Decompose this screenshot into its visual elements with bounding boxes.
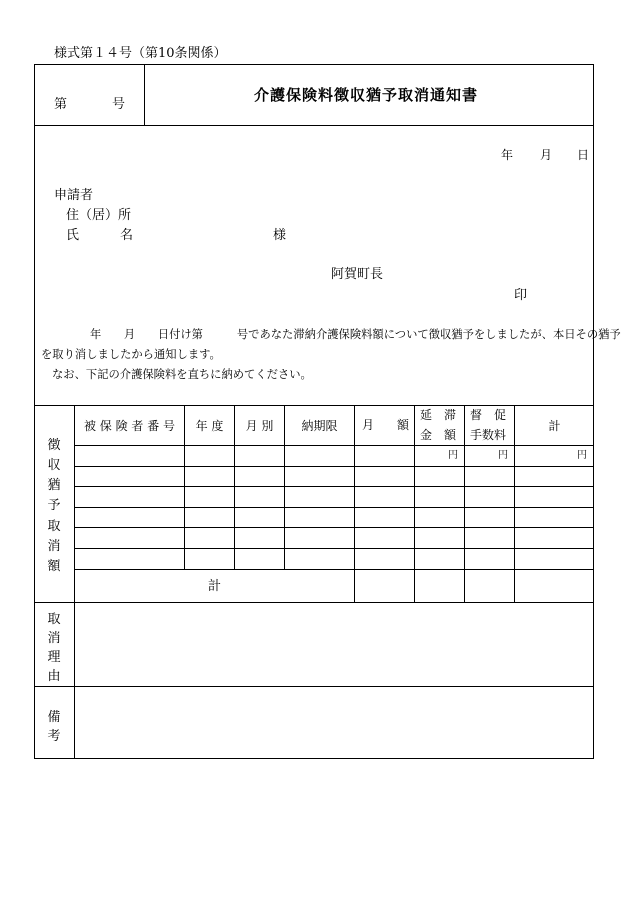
number-go: 号 [112,97,126,112]
col-divider [354,405,355,602]
header-bottom-rule [34,125,594,126]
header-insured-no: 被 保 険 者 番 号 [83,419,176,433]
section-char: 猶 [47,478,61,494]
section-char: 備 [47,710,61,725]
row-rule [74,486,594,487]
table-bottom-rule [34,602,594,603]
row-rule [74,527,594,528]
number-dai: 第 [54,97,68,112]
section-char: 収 [47,458,61,474]
document-title: 介護保険料徴収猶予取消通知書 [254,86,479,104]
yen-total: 円 [577,450,587,461]
header-total: 計 [548,419,561,433]
header-delay-1: 延 滞 [420,408,457,422]
date-year: 年 [501,148,514,162]
section-char: 理 [47,650,61,665]
applicant-label: 申請者 [54,188,94,203]
yen-delay: 円 [448,450,458,461]
row-rule [74,445,594,446]
section-label-remarks [34,706,74,742]
row-rule [74,569,594,570]
section-label-reason [34,608,74,683]
row-rule [74,507,594,508]
header-divider [144,64,145,125]
header-prompt-2: 手数料 [470,428,507,442]
section-char: 消 [47,631,61,646]
header-due-date: 納期限 [301,419,338,433]
header-monthly-2: 額 [397,418,410,432]
name-label-2: 名 [120,228,134,243]
header-monthly-1: 月 [362,418,375,432]
row-rule [74,466,594,467]
section-char: 取 [47,518,61,534]
date-month: 月 [540,148,553,162]
body-line-2: を取り消しましたから通知します。 [41,348,221,361]
row-rule [74,548,594,549]
yen-prompt: 円 [498,450,508,461]
form-number: 様式第１４号（第10条関係） [54,46,227,61]
header-fiscal-year: 年 度 [195,419,224,433]
section-label-amount [34,434,74,574]
header-delay-2: 金 額 [420,428,457,442]
section-char: 徴 [47,438,61,453]
label-column-divider [74,405,75,759]
total-row-label: 計 [208,579,222,594]
col-divider [464,405,465,602]
header-month: 月 別 [245,419,274,433]
section-char: 額 [47,558,61,574]
section-char: 考 [47,729,61,744]
seal-mark: 印 [514,288,528,303]
name-label-1: 氏 [66,228,80,243]
header-prompt-1: 督 促 [470,408,507,422]
address-label: 住（居）所 [66,208,132,223]
body-line-1: 年 月 日付け第 号であなた滞納介護保険料額について徴収猶予をしましたが、本日その猶予 [90,328,621,341]
issuer-name: 阿賀町長 [331,267,384,282]
reason-bottom-rule [34,686,594,687]
section-char: 取 [47,612,61,627]
date-day: 日 [577,148,590,162]
section-char: 由 [47,669,61,684]
body-line-3: なお、下記の介護保険料を直ちに納めてください。 [52,368,312,381]
col-divider [414,405,415,602]
section-char: 予 [47,498,61,514]
section-char: 消 [47,538,61,554]
honorific: 様 [273,228,287,243]
